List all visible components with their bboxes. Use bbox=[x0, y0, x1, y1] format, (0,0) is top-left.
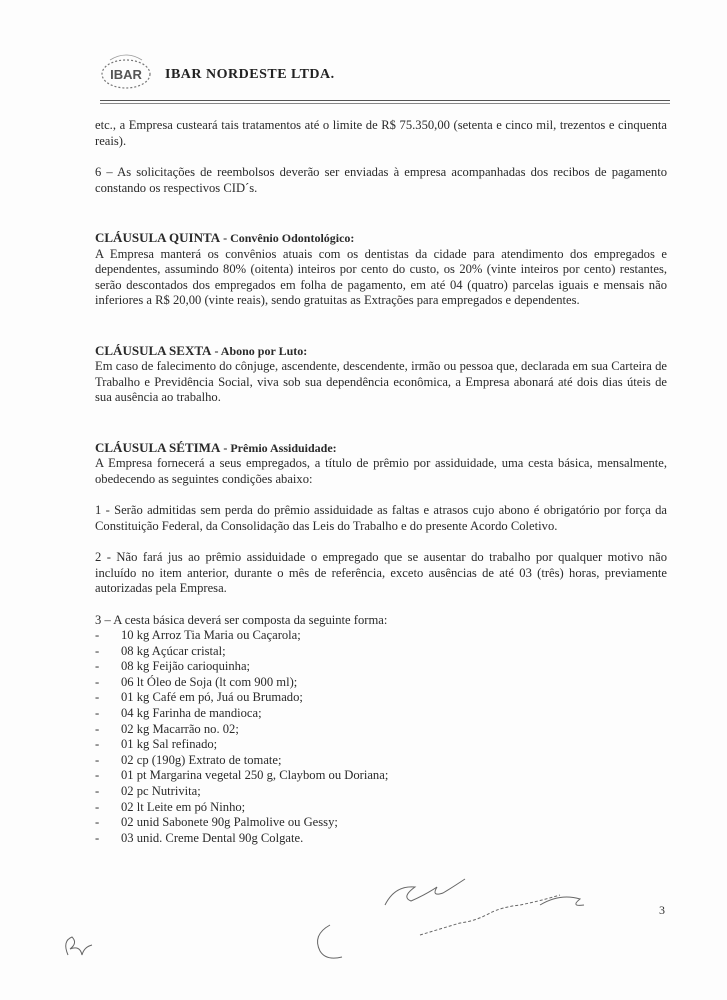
clause-sixth-text: Em caso de falecimento do cônjuge, ascendente, descendente, irmão ou pessoa que, declarada em sua Carteira de Trabalho e Previdência Social, viva sob sua dependência econômica, a Empresa abonará até dois dias úteis de sua ausência ao trabalho. bbox=[95, 359, 667, 404]
header-rule-thin bbox=[100, 103, 670, 104]
page-number: 3 bbox=[659, 903, 665, 917]
basket-item bbox=[95, 753, 667, 769]
basket-item bbox=[95, 784, 667, 800]
letterhead bbox=[100, 52, 670, 100]
basket-item bbox=[95, 737, 667, 753]
basket-item bbox=[95, 722, 667, 738]
clause-fifth-name: - Convênio Odontológico: bbox=[220, 231, 355, 245]
company-logo bbox=[100, 52, 152, 92]
basket-item-text: 08 kg Feijão carioquinha; bbox=[121, 659, 251, 674]
list-dash: - bbox=[95, 783, 100, 798]
clause-seventh-item-2: 2 - Não fará jus ao prêmio assiduidade o empregado que se ausentar do trabalho por qualquer motivo não incluído no item anterior, durante o mês de referência, exceto ausências de até 03 (três) horas, previamente autorizadas pela Empresa. bbox=[95, 550, 667, 595]
basket-item bbox=[95, 675, 667, 691]
list-dash: - bbox=[95, 659, 100, 674]
paragraph-continuation: etc., a Empresa custeará tais tratamentos até o limite de R$ 75.350,00 (setenta e cinco mil, trezentos e cinquenta reais). bbox=[95, 118, 667, 148]
basket-item-text: 01 kg Café em pó, Juá ou Brumado; bbox=[121, 690, 303, 705]
list-dash: - bbox=[95, 674, 100, 689]
company-name: IBAR NORDESTE LTDA. bbox=[165, 67, 335, 82]
basket-item bbox=[95, 800, 667, 816]
basket-item-text: 02 cp (190g) Extrato de tomate; bbox=[121, 752, 282, 767]
clause-seventh-heading bbox=[95, 440, 667, 457]
basket-item-text: 02 pc Nutrivita; bbox=[121, 783, 201, 798]
signature-scribble-2 bbox=[420, 895, 560, 935]
basket-list bbox=[95, 628, 667, 846]
logo-text: IBAR bbox=[110, 67, 142, 82]
paragraph-item-6: 6 – As solicitações de reembolsos deverão ser enviadas à empresa acompanhadas dos recibos de pagamento constando os respectivos CID´s. bbox=[95, 165, 667, 195]
list-dash: - bbox=[95, 737, 100, 752]
basket-item bbox=[95, 815, 667, 831]
basket-item-text: 03 unid. Creme Dental 90g Colgate. bbox=[121, 830, 304, 845]
clause-sixth-title: CLÁUSULA SEXTA bbox=[95, 342, 212, 358]
clause-seventh-item-1: 1 - Serão admitidas sem perda do prêmio assiduidade as faltas e atrasos cujo abono é obrigatório por força da Constituição Federal, da Consolidação das Leis do Trabalho e do presente Acordo Coletivo. bbox=[95, 503, 667, 533]
basket-item-text: 01 kg Sal refinado; bbox=[121, 737, 218, 752]
basket-item bbox=[95, 628, 667, 644]
basket-item bbox=[95, 831, 667, 847]
clause-seventh-item-3: 3 – A cesta básica deverá ser composta da seguinte forma: bbox=[95, 612, 388, 627]
signature-center bbox=[318, 925, 342, 958]
list-dash: - bbox=[95, 705, 100, 720]
clause-fifth-text: A Empresa manterá os convênios atuais com os dentistas da cidade para atendimento dos empregados e dependentes, assumindo 80% (oitenta) inteiros por cento do custo, os 20% (vinte inteiros por cento) restantes, serão descontados dos empregados em folha de pagamento, em até 04 (quatro) parcelas iguais e mensais não inferiores a R$ 20,00 (vinte reais), sendo gratuitas as Extrações para empregados e dependentes. bbox=[95, 246, 667, 307]
basket-item-text: 10 kg Arroz Tia Maria ou Caçarola; bbox=[121, 628, 301, 642]
list-dash: - bbox=[95, 721, 100, 736]
clause-seventh-intro: A Empresa fornecerá a seus empregados, a título de prêmio por assiduidade, uma cesta básica, mensalmente, obedecendo as seguintes condições abaixo: bbox=[95, 456, 667, 486]
header-rule bbox=[100, 100, 670, 101]
basket-item bbox=[95, 706, 667, 722]
basket-item-text: 08 kg Açúcar cristal; bbox=[121, 643, 226, 658]
signature-scribble-1 bbox=[385, 879, 465, 905]
signature-left bbox=[66, 937, 92, 955]
basket-item-text: 06 lt Óleo de Soja (lt com 900 ml); bbox=[121, 674, 298, 689]
list-dash: - bbox=[95, 690, 100, 705]
basket-item-text: 01 pt Margarina vegetal 250 g, Claybom ou Doriana; bbox=[121, 768, 389, 783]
list-dash: - bbox=[95, 830, 100, 845]
basket-item-text: 02 lt Leite em pó Ninho; bbox=[121, 799, 246, 814]
basket-item-text: 04 kg Farinha de mandioca; bbox=[121, 705, 262, 720]
list-dash: - bbox=[95, 628, 100, 642]
clause-sixth-heading bbox=[95, 343, 667, 360]
basket-item bbox=[95, 659, 667, 675]
document-body bbox=[95, 118, 667, 846]
clause-fifth-title: CLÁUSULA QUINTA bbox=[95, 230, 221, 245]
basket-item bbox=[95, 644, 667, 660]
basket-item bbox=[95, 768, 667, 784]
clause-seventh-name: - Prêmio Assiduidade: bbox=[220, 440, 337, 455]
basket-item-text: 02 unid Sabonete 90g Palmolive ou Gessy; bbox=[121, 815, 338, 830]
list-dash: - bbox=[95, 768, 100, 783]
list-dash: - bbox=[95, 799, 100, 814]
list-dash: - bbox=[95, 752, 100, 767]
basket-item bbox=[95, 690, 667, 706]
clause-sixth-name: - Abono por Luto: bbox=[211, 343, 308, 358]
clause-seventh-title: CLÁUSULA SÉTIMA bbox=[95, 439, 221, 455]
signature-scribble-3 bbox=[540, 897, 584, 905]
list-dash: - bbox=[95, 815, 100, 830]
clause-fifth-heading bbox=[95, 230, 667, 247]
list-dash: - bbox=[95, 643, 100, 658]
basket-item-text: 02 kg Macarrão no. 02; bbox=[121, 721, 239, 736]
